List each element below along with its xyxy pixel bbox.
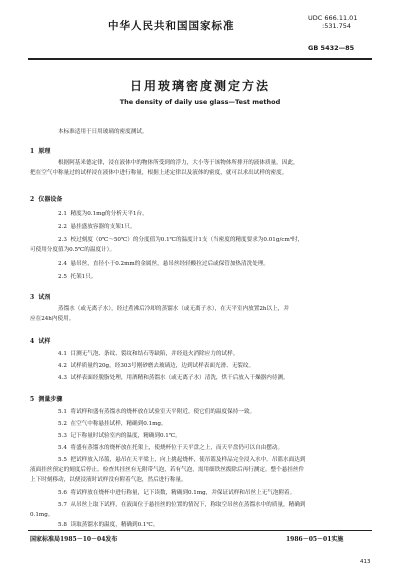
document-title: 日用玻璃密度测定方法 [129,79,270,93]
list-item-continuation: 上下时刻移动，以便浸液时试样没有附着气泡，然后进行称量。 [30,477,187,483]
list-item: 5.7 从吊丝上取下试样，在液面位于悬挂丝的位置的情况下，称取空吊丝在蒸馏水中的质量，精确到 [58,502,306,508]
standard-header-title: 中华人民共和国国家标准 [108,20,235,32]
list-item: 5.2 在空气中称悬挂试样，精确到0.1mg。 [58,421,167,427]
document-title-english: The density of daily use glass—Test method [119,98,281,106]
section-4-heading: 4 试样 [30,338,51,345]
list-item: 2.5 托架1只。 [58,274,97,280]
list-item: 5.8 读取蒸馏水的温度，精确到0.1℃。 [58,522,159,528]
footer-divider [28,530,372,531]
list-item: 4.1 目测无气泡、条纹、裂纹和结石等缺陷，并经退火消除应力的试样。 [58,351,239,357]
list-item: 5.6 将试样放在烧杯中进行称量，记下读数，精确到0.1mg，并保证试样和吊丝上无气泡附着。 [58,490,296,496]
page-number: 413 [360,559,371,565]
list-item-continuation: 液面挂丝预定的刻度后停止。检查其挂丝有无附带气泡，若有气泡，需用细铁丝拨除后再行测定。整个悬挂丝件 [30,467,305,473]
list-item: 4.2 试样质量约20g，经303号刚砂磨去玻璃边，边到试样表面光滑、无裂纹。 [58,363,255,369]
scope-statement: 本标准适用于日用玻璃的密度测试。 [58,129,148,135]
list-item: 4.3 试样表面经脱脂处理，用酒精和蒸馏水（或无离子水）清洗，烘干后放入干燥器内待测。 [58,375,289,381]
list-item: 5.1 将试样和盛有蒸馏水的烧杯放在试验室天平附近，使它们的温度保持一致。 [58,409,256,415]
header-divider [28,58,372,60]
list-item: 5.3 记下称量时试验室内的温度，精确到0.1℃。 [58,433,181,439]
section-1-heading: 1 原理 [30,148,51,155]
section-3-text-line-2: 应在24h内使用。 [30,316,75,322]
section-3-text-line-1: 蒸馏水（或无离子水），经过煮沸后冷却的蒸馏水（或无离子水），在天平室内放置2h以上，并 [58,306,289,312]
issue-date: 国家标准局1985－10－04发布 [30,536,118,543]
standard-number: GB 5432—85 [308,44,355,52]
list-item: 2.4 悬吊丝，直径小于0.2mm的金属丝，悬吊丝经轻酸拉过后或保管加热清洗处理。 [58,261,269,267]
list-item: 2.1 精度为0.1mg的分析天平1台。 [58,211,148,217]
section-3-heading: 3 试剂 [30,294,51,301]
list-item: 5.4 将盛有蒸馏水的烧杯放在托架上，使烧杯位于天平盘之上，而天平盘仍可以自由摆动。 [58,445,284,451]
section-1-text-line-2: 把在空气中称量过的试样浸在液体中进行称量，根据上述定律以及液体的密度，就可以求出试样的密度。 [30,170,288,176]
udc-line-1: UDC 666.11.01 [308,14,358,22]
section-2-heading: 2 仪器设备 [30,196,63,203]
section-5-heading: 5 测量步骤 [30,396,63,403]
udc-line-2: :531.754 [322,22,352,30]
implementation-date: 1986－05－01实施 [286,536,344,543]
list-item: 2.3 校过刻度（0℃～50℃）的分度值为0.1℃的温度计1支（当密度的精度要求为0.01g/cm³时， [58,237,304,243]
list-item: 5.5 把试样放入吊篮，悬吊在天平梁上，向上挑起烧杯，使吊篮及样品完全浸入水中。吊篮水面达到 [58,457,306,463]
list-item-continuation: 0.1mg。 [30,512,54,518]
udc-code [308,14,357,30]
list-item-continuation: 可使用分度值为0.5℃的温度计）。 [30,247,116,253]
list-item: 2.2 悬挂盛放容器的支架1只。 [58,224,136,230]
section-1-text-line-1: 根据阿基米德定律，浸在液体中的物体所受到的浮力，大小等于该物体所排开的液体质量。因此， [58,160,299,166]
